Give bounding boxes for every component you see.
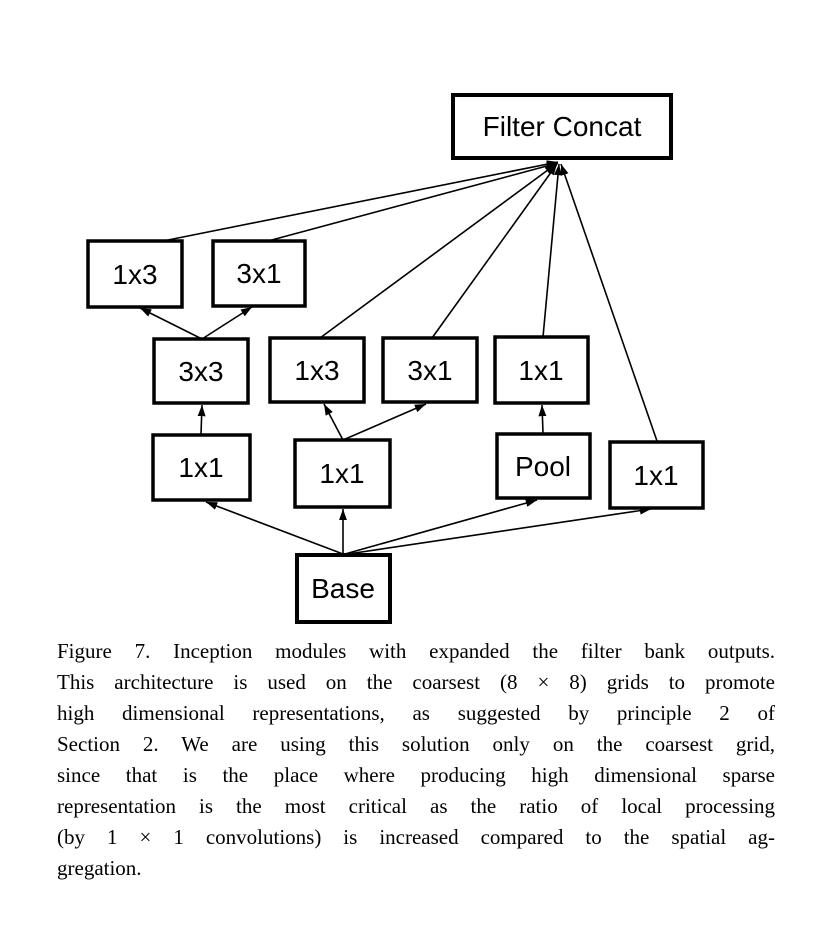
edge-expand-1x3-to-concat — [163, 162, 558, 241]
reduce-1x1-left-label: 1x1 — [178, 452, 224, 483]
caption-line: high dimensional representations, as suggested by principle 2 of — [57, 701, 775, 725]
edge-pool-to-proj-1x1 — [542, 405, 543, 433]
edge-3x3-to-expand-3x1 — [202, 307, 252, 339]
edge-base-to-passthrough — [348, 509, 651, 554]
edge-base-to-reduce-left — [206, 502, 343, 554]
edge-reduce-mid-to-expand2-1x3 — [324, 404, 343, 440]
figure-caption — [57, 636, 775, 884]
edge-reduce-mid-to-expand2-3x1 — [343, 404, 426, 440]
caption-line: gregation. — [57, 856, 142, 880]
caption-line: Figure 7. Inception modules with expanded the filter bank outputs. — [57, 639, 775, 663]
expand2-1x3-label: 1x3 — [294, 355, 340, 386]
edge-expand-3x1-to-concat — [268, 163, 558, 241]
edge-expand2-1x3-to-concat — [320, 164, 556, 338]
caption-line: Section 2. We are using this solution only on the coarsest grid, — [57, 732, 775, 756]
edge-3x3-to-expand-1x3 — [140, 308, 202, 339]
edge-expand2-3x1-to-concat — [432, 164, 557, 338]
edge-reduce-left-to-3x3 — [201, 405, 202, 434]
edge-proj-1x1-to-concat — [543, 164, 559, 337]
expand-1x3-label: 1x3 — [112, 259, 158, 290]
passthrough-1x1-label: 1x1 — [633, 460, 679, 491]
filter-concat-label: Filter Concat — [482, 111, 642, 142]
caption-line: representation is the most critical as the ratio of local processing — [57, 794, 775, 818]
reduce-1x1-mid-label: 1x1 — [319, 458, 365, 489]
caption-line: since that is the place where producing high dimensional sparse — [57, 763, 775, 787]
expand2-3x1-label: 3x1 — [407, 355, 453, 386]
pool-label: Pool — [514, 451, 572, 482]
conv-3x3-label: 3x3 — [178, 356, 224, 387]
caption-line: This architecture is used on the coarsest (8 × 8) grids to promote — [57, 670, 775, 694]
expand-3x1-label: 3x1 — [236, 258, 282, 289]
base-label: Base — [311, 573, 375, 604]
caption-line: (by 1 × 1 convolutions) is increased compared to the spatial ag- — [57, 825, 775, 849]
proj-1x1-label: 1x1 — [518, 355, 564, 386]
